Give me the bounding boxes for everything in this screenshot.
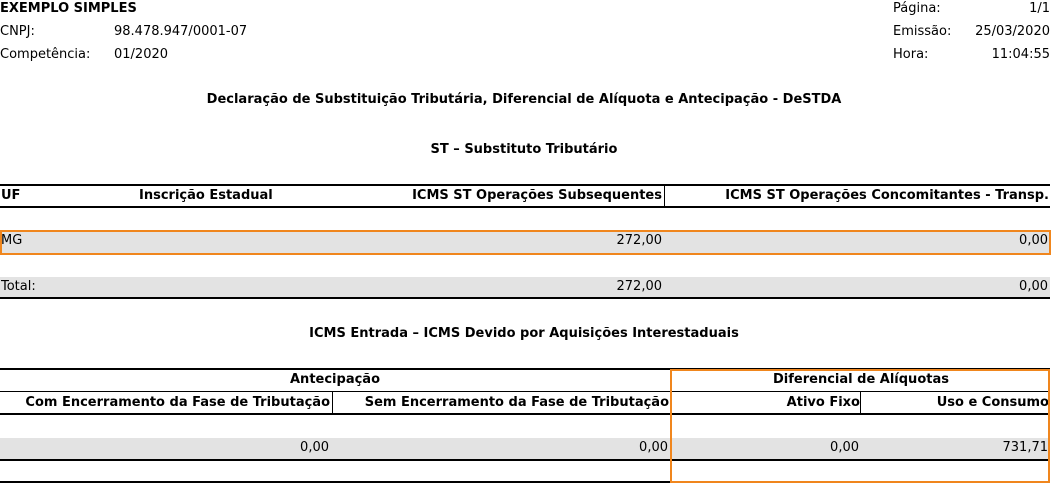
st-section-title: ST – Substituto Tributário (430, 142, 618, 157)
cnpj-label: CNPJ: (0, 24, 35, 39)
st-col-concomitantes: ICMS ST Operações Concomitantes - Transp. (725, 188, 1049, 203)
highlight-box-diferencial (670, 369, 1050, 483)
value-uso-consumo: 731,71 (1002, 440, 1048, 455)
st-row-uf: MG (1, 233, 23, 248)
highlight-box-st-row (0, 230, 1051, 255)
entrada-col-divider-1 (332, 392, 333, 414)
value-com-encerramento: 0,00 (300, 440, 329, 455)
emissao-label: Emissão: (893, 24, 952, 39)
emissao-value: 25/03/2020 (975, 24, 1050, 39)
st-col-subsequentes: ICMS ST Operações Subsequentes (412, 188, 662, 203)
report-title: Declaração de Substituição Tributária, Diferencial de Alíquota e Antecipação - DeSTDA (206, 92, 842, 107)
entrada-section-title: ICMS Entrada – ICMS Devido por Aquisições Interestaduais (309, 326, 739, 341)
st-header-top-rule (0, 184, 1050, 186)
st-row-concomitantes: 0,00 (1019, 233, 1048, 248)
hora-value: 11:04:55 (991, 47, 1050, 62)
value-sem-encerramento: 0,00 (639, 440, 668, 455)
col-sem-encerramento: Sem Encerramento da Fase de Tributação (364, 395, 669, 410)
st-total-subsequentes: 272,00 (616, 279, 662, 294)
st-total-row (0, 277, 1050, 298)
col-uso-consumo: Uso e Consumo (936, 395, 1049, 410)
pagina-value: 1/1 (1029, 1, 1050, 16)
st-total-rule (0, 297, 1050, 299)
st-total-label: Total: (1, 279, 36, 294)
group-diferencial: Diferencial de Alíquotas (773, 372, 949, 387)
competencia-value: 01/2020 (114, 47, 169, 62)
cnpj-value: 98.478.947/0001-07 (114, 24, 248, 39)
st-header-bottom-rule (0, 206, 1050, 208)
hora-label: Hora: (893, 47, 929, 62)
competencia-label: Competência: (0, 47, 91, 62)
st-col-uf: UF (1, 188, 21, 203)
st-col-inscricao: Inscrição Estadual (139, 188, 273, 203)
col-ativo-fixo: Ativo Fixo (786, 395, 860, 410)
company-name: EXEMPLO SIMPLES (0, 1, 137, 16)
group-antecipacao: Antecipação (290, 372, 380, 387)
st-col-divider (664, 186, 665, 208)
pagina-label: Página: (893, 1, 941, 16)
col-com-encerramento: Com Encerramento da Fase de Tributação (25, 395, 330, 410)
value-ativo-fixo: 0,00 (830, 440, 859, 455)
st-total-concomitantes: 0,00 (1019, 279, 1048, 294)
st-row-subsequentes: 272,00 (616, 233, 662, 248)
